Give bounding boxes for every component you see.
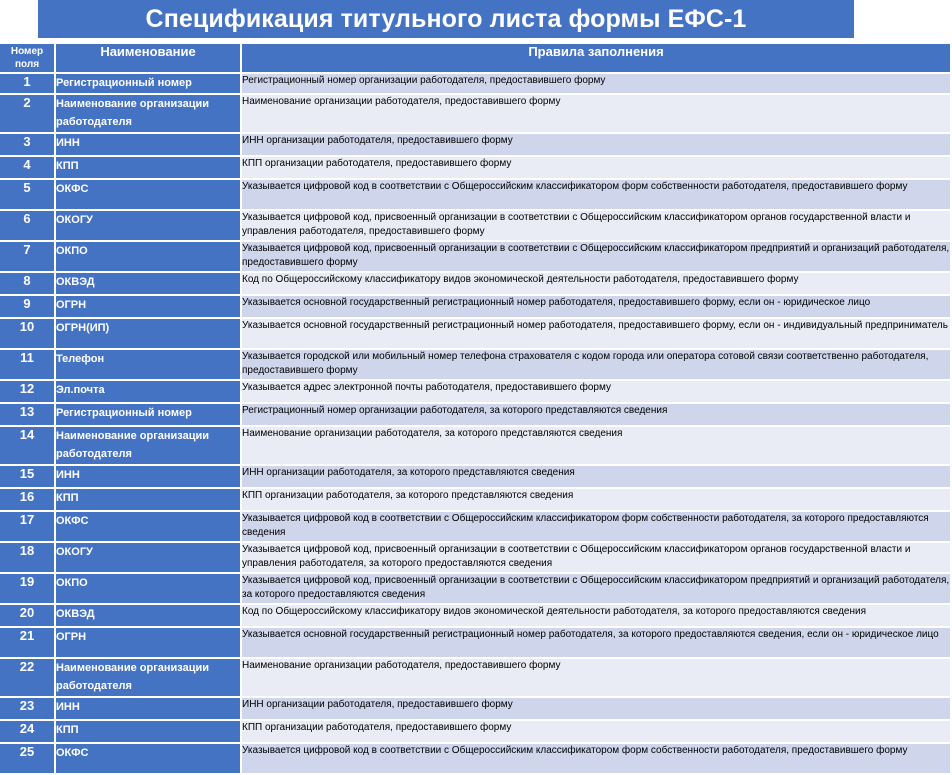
field-rule: ИНН организации работодателя, предоставившего форму: [242, 698, 952, 721]
field-number: 18: [0, 543, 56, 574]
field-name: ИНН: [56, 466, 242, 489]
table-row: [0, 180, 952, 211]
table-row: [0, 381, 952, 404]
field-number: 6: [0, 211, 56, 242]
table-header-row: [0, 44, 952, 74]
field-name: КПП: [56, 721, 242, 744]
field-rule: Указывается цифровой код, присвоенный организации в соответствии с Общероссийским классификатором предприятий и организаций работодателя, предоставившего форму: [242, 242, 952, 273]
field-number: 11: [0, 350, 56, 381]
field-number: 15: [0, 466, 56, 489]
field-number: 2: [0, 95, 56, 134]
table-row: [0, 744, 952, 775]
field-name: Регистрационный номер: [56, 404, 242, 427]
table-row: [0, 574, 952, 605]
field-name: Наименование организации работодателя: [56, 659, 242, 698]
table-row: [0, 134, 952, 157]
table-row: [0, 489, 952, 512]
field-number: 5: [0, 180, 56, 211]
field-number: 22: [0, 659, 56, 698]
table-row: [0, 698, 952, 721]
page-title: Спецификация титульного листа формы ЕФС-1: [38, 0, 854, 38]
table-row: [0, 659, 952, 698]
field-name: ОКФС: [56, 180, 242, 211]
field-rule: Наименование организации работодателя, за которого представляются сведения: [242, 427, 952, 466]
table-row: [0, 721, 952, 744]
field-rule: Наименование организации работодателя, предоставившего форму: [242, 95, 952, 134]
field-name: Регистрационный номер: [56, 74, 242, 95]
field-name: ОКПО: [56, 242, 242, 273]
field-name: ОГРН(ИП): [56, 319, 242, 350]
table-row: [0, 427, 952, 466]
column-header-rules: Правила заполнения: [242, 44, 952, 74]
field-name: ОКВЭД: [56, 273, 242, 296]
field-name: Наименование организации работодателя: [56, 427, 242, 466]
field-name: ОГРН: [56, 296, 242, 319]
field-number: 1: [0, 74, 56, 95]
field-rule: Указывается основной государственный регистрационный номер работодателя, предоставившего форму, если он - юридическое лицо: [242, 296, 952, 319]
field-rule: Указывается городской или мобильный номер телефона страхователя с кодом города или оператора сотовой связи соответственно работодателя, предоставившего форму: [242, 350, 952, 381]
field-rule: Код по Общероссийскому классификатору видов экономической деятельности работодателя, за которого предоставляются сведения: [242, 605, 952, 628]
field-rule: КПП организации работодателя, предоставившего форму: [242, 157, 952, 180]
field-name: ОКОГУ: [56, 211, 242, 242]
field-number: 4: [0, 157, 56, 180]
table-row: [0, 95, 952, 134]
column-header-name: Наименование: [56, 44, 242, 74]
field-rule: Код по Общероссийскому классификатору видов экономической деятельности работодателя, предоставившего форму: [242, 273, 952, 296]
field-rule: Указывается основной государственный регистрационный номер работодателя, предоставившего форму, если он - индивидуальный предприниматель: [242, 319, 952, 350]
field-number: 10: [0, 319, 56, 350]
field-name: Телефон: [56, 350, 242, 381]
table-row: [0, 605, 952, 628]
field-name: ОКПО: [56, 574, 242, 605]
field-number: 24: [0, 721, 56, 744]
column-header-number: Номер поля: [0, 44, 56, 74]
table-row: [0, 350, 952, 381]
field-rule: Указывается цифровой код в соответствии с Общероссийским классификатором форм собственности работодателя, предоставившего форму: [242, 180, 952, 211]
table-row: [0, 628, 952, 659]
field-number: 16: [0, 489, 56, 512]
field-number: 25: [0, 744, 56, 775]
field-rule: КПП организации работодателя, предоставившего форму: [242, 721, 952, 744]
field-rule: Указывается цифровой код, присвоенный организации в соответствии с Общероссийским классификатором органов государственной власти и управления работодателя, за которого предоставляются сведения: [242, 543, 952, 574]
field-number: 12: [0, 381, 56, 404]
field-rule: Указывается адрес электронной почты работодателя, предоставившего форму: [242, 381, 952, 404]
field-number: 7: [0, 242, 56, 273]
field-rule: Регистрационный номер организации работодателя, за которого представляются сведения: [242, 404, 952, 427]
field-rule: Регистрационный номер организации работодателя, предоставившего форму: [242, 74, 952, 95]
table-row: [0, 273, 952, 296]
field-rule: Указывается цифровой код, присвоенный организации в соответствии с Общероссийским классификатором предприятий и организаций работодателя, за которого предоставляются сведения: [242, 574, 952, 605]
field-name: КПП: [56, 489, 242, 512]
field-name: ИНН: [56, 698, 242, 721]
table-row: [0, 296, 952, 319]
field-number: 3: [0, 134, 56, 157]
field-number: 20: [0, 605, 56, 628]
specification-table: [0, 44, 952, 775]
field-rule: Указывается цифровой код в соответствии с Общероссийским классификатором форм собственности работодателя, предоставившего форму: [242, 744, 952, 775]
table-row: [0, 404, 952, 427]
field-number: 13: [0, 404, 56, 427]
field-rule: Указывается цифровой код в соответствии с Общероссийским классификатором форм собственности работодателя, за которого предоставляются сведения: [242, 512, 952, 543]
field-number: 9: [0, 296, 56, 319]
table-row: [0, 242, 952, 273]
field-number: 17: [0, 512, 56, 543]
table-row: [0, 157, 952, 180]
field-rule: ИНН организации работодателя, предоставившего форму: [242, 134, 952, 157]
table-row: [0, 74, 952, 95]
field-rule: ИНН организации работодателя, за которого представляются сведения: [242, 466, 952, 489]
field-name: КПП: [56, 157, 242, 180]
table-row: [0, 543, 952, 574]
field-rule: Указывается основной государственный регистрационный номер работодателя, за которого предоставляются сведения, если он - юридическое лицо: [242, 628, 952, 659]
field-name: Наименование организации работодателя: [56, 95, 242, 134]
field-number: 23: [0, 698, 56, 721]
field-name: ОКОГУ: [56, 543, 242, 574]
field-number: 21: [0, 628, 56, 659]
table-row: [0, 319, 952, 350]
table-row: [0, 211, 952, 242]
field-rule: Наименование организации работодателя, предоставившего форму: [242, 659, 952, 698]
field-name: Эл.почта: [56, 381, 242, 404]
field-name: ОКВЭД: [56, 605, 242, 628]
field-number: 8: [0, 273, 56, 296]
table-row: [0, 466, 952, 489]
table-row: [0, 512, 952, 543]
field-name: ОГРН: [56, 628, 242, 659]
field-number: 19: [0, 574, 56, 605]
field-name: ОКФС: [56, 744, 242, 775]
field-rule: КПП организации работодателя, за которого представляются сведения: [242, 489, 952, 512]
field-rule: Указывается цифровой код, присвоенный организации в соответствии с Общероссийским классификатором органов государственной власти и управления работодателя, предоставившего форму: [242, 211, 952, 242]
field-name: ИНН: [56, 134, 242, 157]
field-name: ОКФС: [56, 512, 242, 543]
field-number: 14: [0, 427, 56, 466]
